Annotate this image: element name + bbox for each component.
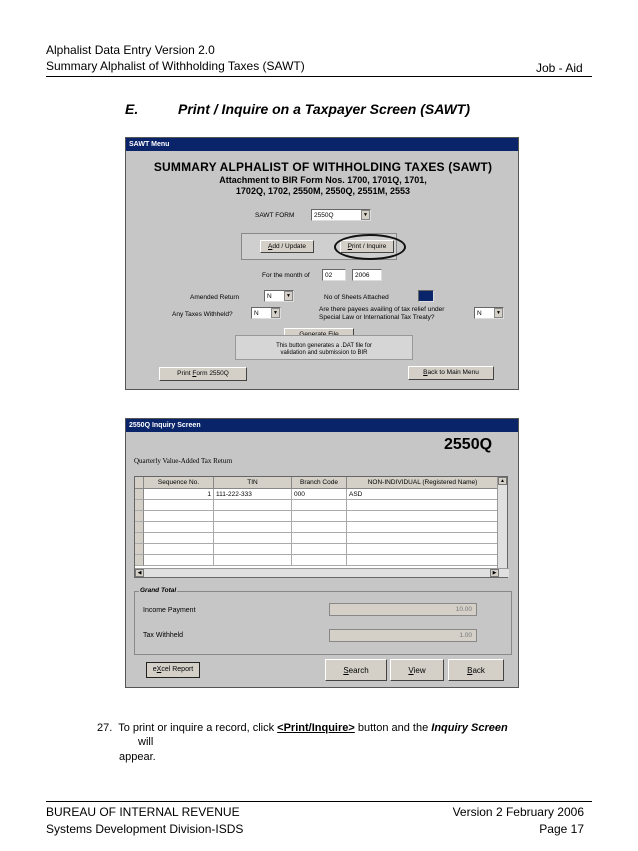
- income-payment-value: 10.00: [329, 603, 477, 616]
- column-header[interactable]: Branch Code: [292, 477, 347, 489]
- table-cell[interactable]: [347, 533, 499, 544]
- sawt-subheading-2: 1702Q, 1702, 2550M, 2550Q, 2551M, 2553: [235, 186, 411, 196]
- section-letter: E.: [125, 101, 139, 117]
- amended-return-select[interactable]: N ▼: [264, 290, 294, 302]
- table-cell[interactable]: [214, 544, 292, 555]
- table-cell[interactable]: [292, 544, 347, 555]
- column-header[interactable]: NON-INDIVIDUAL (Registered Name): [347, 477, 499, 489]
- table-cell[interactable]: [292, 511, 347, 522]
- table-cell[interactable]: [347, 500, 499, 511]
- row-header[interactable]: [135, 500, 144, 511]
- table-cell[interactable]: [214, 522, 292, 533]
- payees-label-1: Are there payees availing of tax relief under: [319, 306, 445, 313]
- table-cell[interactable]: [144, 500, 214, 511]
- amended-return-label: Amended Return: [190, 294, 240, 301]
- table-cell[interactable]: [292, 533, 347, 544]
- search-button[interactable]: Search: [325, 659, 387, 681]
- taxes-withheld-label: Any Taxes Withheld?: [172, 311, 233, 318]
- scroll-right-icon[interactable]: ▶: [490, 569, 499, 577]
- row-header[interactable]: [135, 555, 144, 566]
- table-cell[interactable]: [292, 555, 347, 566]
- instruction-appear: appear.: [119, 751, 156, 763]
- table-cell[interactable]: [144, 533, 214, 544]
- grand-total-title: Grand Total: [140, 587, 177, 594]
- table-cell[interactable]: 1: [144, 489, 214, 500]
- table-cell[interactable]: [144, 522, 214, 533]
- table-cell[interactable]: [144, 555, 214, 566]
- row-header[interactable]: [135, 533, 144, 544]
- print-form-button[interactable]: Print Form 2550Q: [159, 367, 247, 381]
- print-inquire-button[interactable]: Print / Inquire: [340, 240, 394, 253]
- view-button[interactable]: View: [390, 659, 444, 681]
- taxes-withheld-select[interactable]: N ▼: [251, 307, 281, 319]
- table-cell[interactable]: [214, 500, 292, 511]
- generate-note-2: validation and submission to BIR: [280, 350, 368, 356]
- month-input[interactable]: 02: [322, 269, 346, 281]
- table-cell[interactable]: 111-222-333: [214, 489, 292, 500]
- tax-withheld-label: Tax Withheld: [143, 632, 184, 639]
- row-header[interactable]: [135, 544, 144, 555]
- scroll-left-icon[interactable]: ◀: [135, 569, 144, 577]
- records-table[interactable]: [134, 476, 508, 578]
- table-cell[interactable]: [214, 511, 292, 522]
- add-update-button[interactable]: Add / Update: [260, 240, 314, 253]
- tax-withheld-value: 1.00: [329, 629, 477, 642]
- table-cell[interactable]: ASD: [347, 489, 499, 500]
- header-line-2: Summary Alphalist of Withholding Taxes (SAWT): [46, 59, 305, 73]
- payees-select[interactable]: N ▼: [474, 307, 504, 319]
- inquiry-caption: Quarterly Value-Added Tax Return: [134, 457, 233, 465]
- footer-page: Page 17: [539, 822, 584, 836]
- inquiry-window: [125, 418, 519, 688]
- chevron-down-icon[interactable]: ▼: [494, 308, 503, 318]
- sawt-menu-window: [125, 137, 519, 390]
- highlight-circle: [334, 234, 406, 260]
- footer-bureau: BUREAU OF INTERNAL REVENUE: [46, 805, 240, 819]
- table-cell[interactable]: [292, 500, 347, 511]
- vertical-scrollbar[interactable]: [497, 477, 507, 569]
- column-header[interactable]: Sequence No.: [144, 477, 214, 489]
- month-label: For the month of: [262, 272, 310, 279]
- table-cell[interactable]: [214, 533, 292, 544]
- row-header[interactable]: [135, 511, 144, 522]
- table-cell[interactable]: 000: [292, 489, 347, 500]
- footer-rule: [46, 801, 592, 802]
- instruction-will: will: [138, 736, 154, 748]
- header-job-aid: Job - Aid: [536, 61, 583, 75]
- sawt-form-label: SAWT FORM: [255, 212, 295, 219]
- excel-report-button[interactable]: eXcel Report: [146, 662, 200, 678]
- table-cell[interactable]: [144, 511, 214, 522]
- sawt-form-value: 2550Q: [314, 212, 334, 219]
- generate-note-1: This button generates a .DAT file for: [276, 343, 372, 349]
- year-input[interactable]: 2006: [352, 269, 382, 281]
- chevron-down-icon[interactable]: ▼: [271, 308, 280, 318]
- column-header[interactable]: TIN: [214, 477, 292, 489]
- table-cell[interactable]: [347, 544, 499, 555]
- table-cell[interactable]: [347, 522, 499, 533]
- section-title: Print / Inquire on a Taxpayer Screen (SAWT): [178, 101, 470, 117]
- row-header[interactable]: [135, 522, 144, 533]
- row-header[interactable]: [135, 489, 144, 500]
- table-cell[interactable]: [347, 511, 499, 522]
- back-button[interactable]: Back: [448, 659, 504, 681]
- form-code: 2550Q: [444, 436, 493, 453]
- header-line-1: Alphalist Data Entry Version 2.0: [46, 43, 215, 57]
- sawt-heading: SUMMARY ALPHALIST OF WITHHOLDING TAXES (SAWT): [153, 160, 493, 174]
- chevron-down-icon[interactable]: ▼: [361, 210, 370, 220]
- scroll-up-icon[interactable]: ▲: [498, 477, 507, 485]
- table-cell[interactable]: [144, 544, 214, 555]
- income-payment-label: Income Payment: [143, 607, 196, 614]
- sheets-attached-label: No of Sheets Attached: [324, 294, 389, 301]
- table-corner: [135, 477, 144, 489]
- sheets-attached-input[interactable]: 0: [418, 290, 434, 302]
- horizontal-scrollbar[interactable]: [135, 568, 509, 577]
- inquiry-titlebar: 2550Q Inquiry Screen: [126, 419, 518, 432]
- sawt-form-select[interactable]: [311, 209, 371, 221]
- back-to-main-menu-button[interactable]: Back to Main Menu: [408, 366, 494, 380]
- chevron-down-icon[interactable]: ▼: [284, 291, 293, 301]
- payees-label-2: Special Law or International Tax Treaty?: [319, 314, 435, 321]
- footer-division: Systems Development Division-ISDS: [46, 822, 244, 836]
- header-rule: [46, 76, 592, 77]
- grand-total-group: [134, 587, 512, 655]
- table-cell[interactable]: [214, 555, 292, 566]
- table-cell[interactable]: [347, 555, 499, 566]
- footer-version: Version 2 February 2006: [452, 805, 584, 819]
- sawt-menu-titlebar: SAWT Menu: [126, 138, 518, 151]
- sawt-subheading-1: Attachment to BIR Form Nos. 1700, 1701Q, 1701,: [219, 175, 427, 185]
- table-cell[interactable]: [292, 522, 347, 533]
- instruction-step: 27. To print or inquire a record, click <Print/Inquire> button and the Inquiry Screen: [97, 722, 508, 734]
